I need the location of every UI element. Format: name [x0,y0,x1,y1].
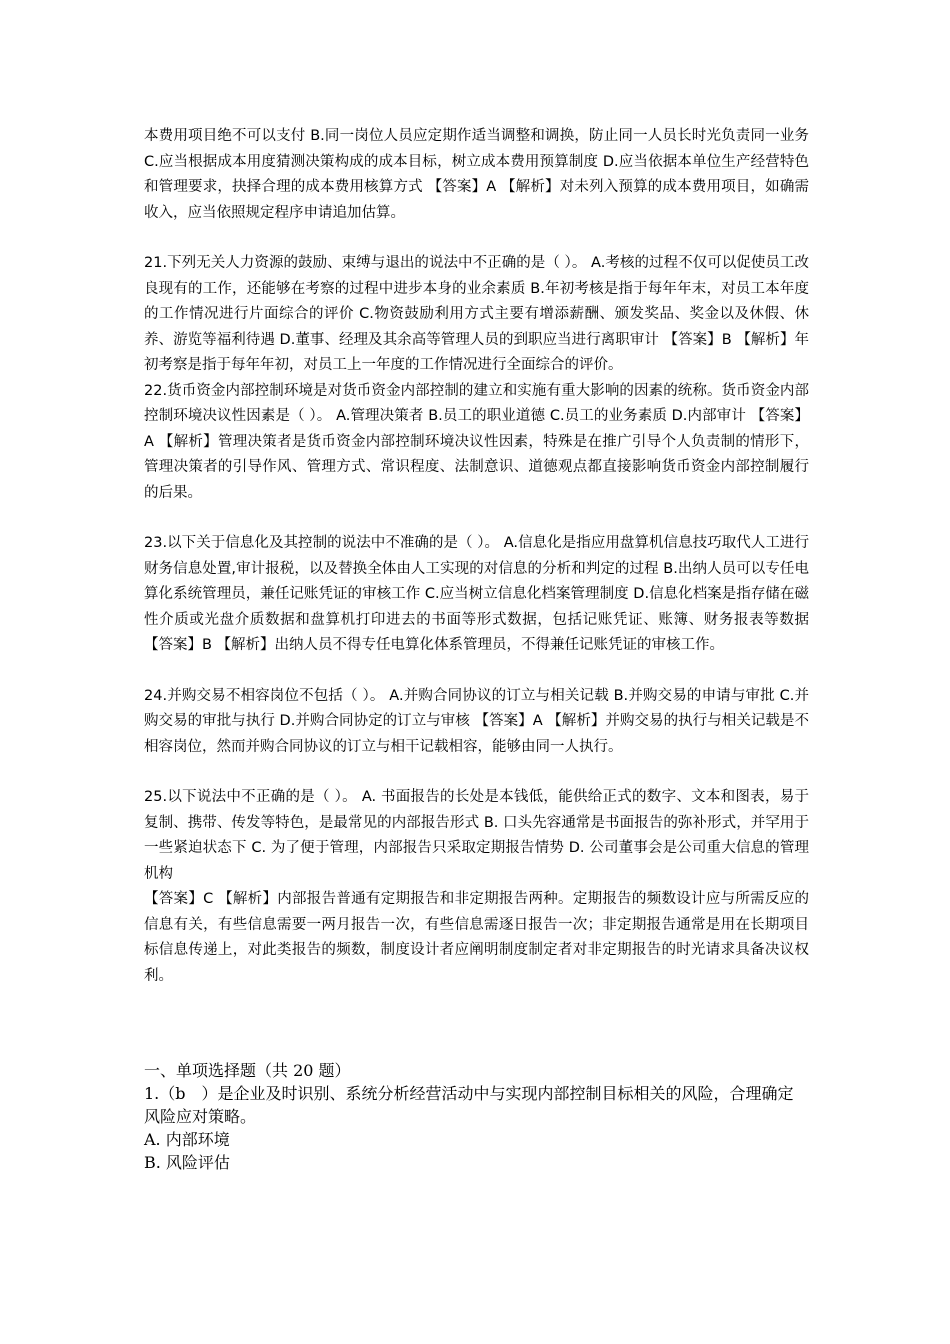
single-choice-section [144,1059,809,1174]
section-heading: 一、单项选择题（共 20 题） [144,1061,351,1080]
document-page [144,124,809,1174]
question-22: 22.货币资金内部控制环境是对货币资金内部控制的建立和实施有重大影响的因素的统称。货币资金内部控制环境决议性因素是（ ）。 A.管理决策者 B.员工的职业道德 C.员工的业务素质 D.内部审计 【答案】A 【解析】管理决策者是货币资金内部控制环境决议性因素，特殊是在推广引导个人负责制的情形下，管理决策者的引导作风、管理方式、常识程度、法制意识、道德观点都直接影响货币资金内部控制履行的后果。 [144,382,809,501]
question-21: 21.下列无关人力资源的鼓励、束缚与退出的说法中不正确的是（ ）。 A.考核的过程不仅可以促使员工改良现有的工作，还能够在考察的过程中进步本身的业余素质 B.年初考核是指于每年年末，对员工本年度的工作情况进行片面综合的评价 C.物资鼓励利用方式主要有增添薪酬、颁发奖品、奖金以及休假、休养、游览等福利待遇 D.董事、经理及其余高等管理人员的到职应当进行离职审计 【答案】B 【解析】年初考察是指于每年年初，对员工上一年度的工作情况进行全面综合的评价。 [144,255,809,373]
question-23: 23.以下关于信息化及其控制的说法中不准确的是（ ）。 A.信息化是指应用盘算机信息技巧取代人工进行财务信息处置,审计报税，以及替换全体由人工实现的对信息的分析和判定的过程 B.出纳人员可以专任电算化系统管理员，兼任记账凭证的审核工作 C.应当树立信息化档案管理制度 D.信息化档案是指存储在磁性介质或光盘介质数据和盘算机打印进去的书面等形式数据，包括记账凭证、账簿、财务报表等数据 【答案】B 【解析】出纳人员不得专任电算化体系管理员，不得兼任记账凭证的审核工作。 [144,535,809,653]
question-20-continuation: 本费用项目绝不可以支付 B.同一岗位人员应定期作适当调整和调换，防止同一人员长时光负责同一业务 C.应当根据成本用度猜测决策构成的成本目标，树立成本费用预算制度 D.应当依据本单位生产经营特色和管理要求，抉择合理的成本费用核算方式 【答案】A 【解析】对未列入预算的成本费用项目，如确需收入，应当依照规定程序申请追加估算。 [144,128,809,221]
question-25-answer: 【答案】C 【解析】内部报告普通有定期报告和非定期报告两种。定期报告的频数设计应与所需反应的信息有关，有些信息需要一两月报告一次，有些信息需逐日报告一次；非定期报告通常是用在长期项目标信息传递上，对此类报告的频数，制度设计者应阐明制度制定者对非定期报告的时光请求具备决议权利。 [144,891,809,984]
option-a: A. 内部环境 [144,1130,230,1149]
question-25: 25.以下说法中不正确的是（ ）。 A. 书面报告的长处是本钱低，能供给正式的数字、文本和图表，易于复制、携带、传发等特色，是最常见的内部报告形式 B. 口头先容通常是书面报告的弥补形式，并罕用于一些紧迫状态下 C. 为了便于管理，内部报告只采取定期报告情势 D. 公司董事会是公司重大信息的管理机构 [144,789,809,882]
option-b: B. 风险评估 [144,1153,230,1172]
section-question-1: 1.（b ）是企业及时识别、系统分析经营活动中与实现内部控制目标相关的风险，合理确定风险应对策略。 [144,1084,794,1126]
question-24: 24.并购交易不相容岗位不包括（ ）。 A.并购合同协议的订立与相关记载 B.并购交易的申请与审批 C.并购交易的审批与执行 D.并购合同协定的订立与审核 【答案】A 【解析】并购交易的执行与相关记载是不相容岗位，然而并购合同协议的订立与相干记载相容，能够由同一人执行。 [144,687,809,755]
